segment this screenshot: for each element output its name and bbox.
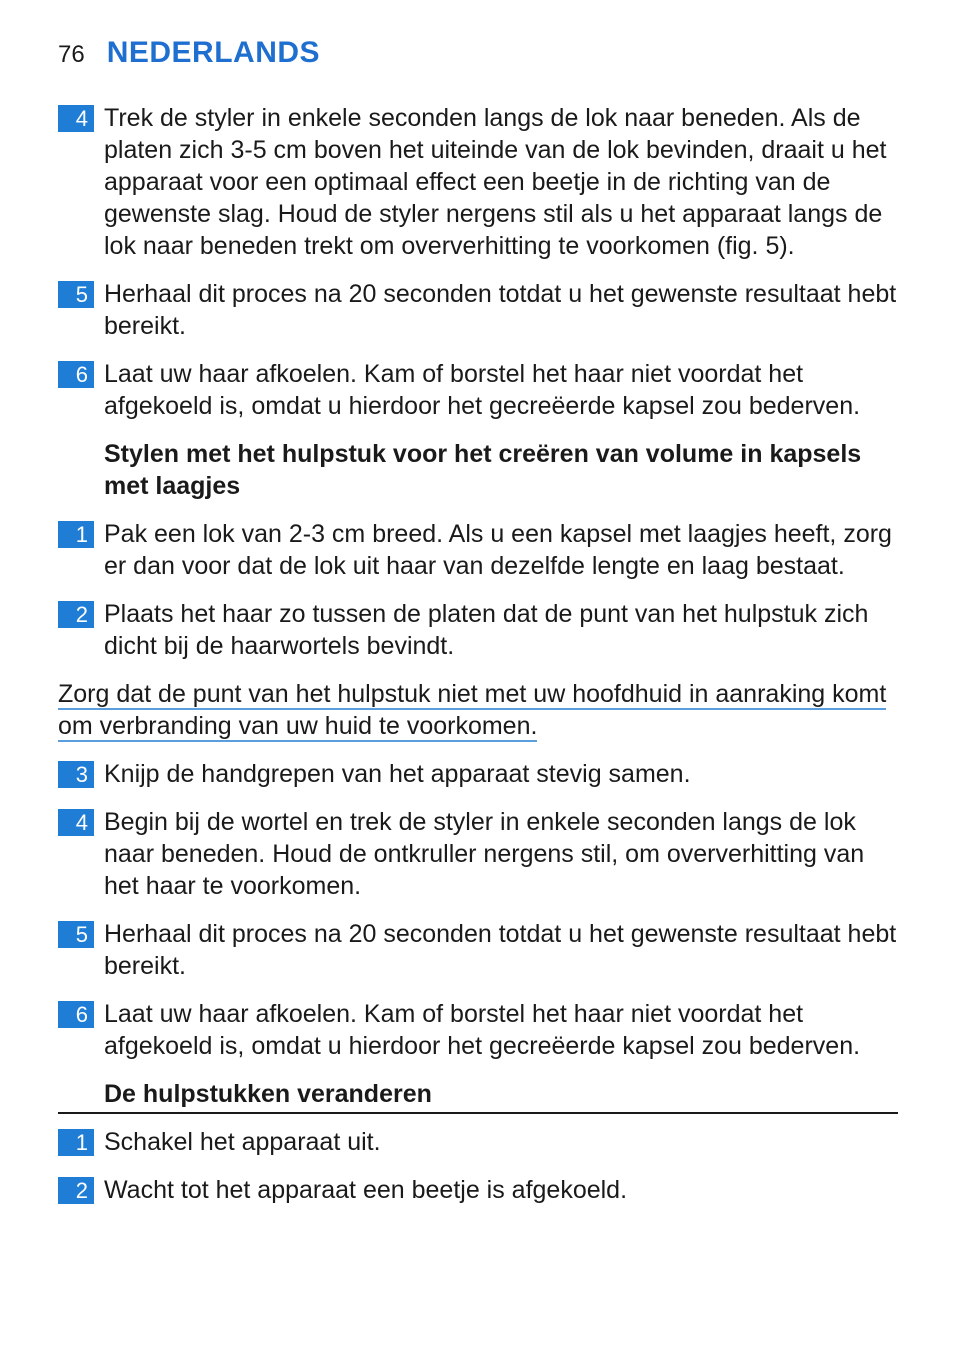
step-item: [58, 518, 898, 582]
step-number-badge: 6: [58, 361, 94, 388]
step-item: [58, 1126, 898, 1158]
step-text: Plaats het haar zo tussen de platen dat de punt van het hulpstuk zich dicht bij de haarwortels bevindt.: [104, 600, 869, 660]
step-number-badge: 3: [58, 761, 94, 788]
step-item: [58, 758, 898, 790]
step-number-badge: 6: [58, 1001, 94, 1028]
steps-volume-styling: [58, 758, 898, 1062]
heading-change-attachments: De hulpstukken veranderen: [58, 1078, 898, 1114]
step-item: [58, 998, 898, 1062]
step-item: [58, 1174, 898, 1206]
step-text: Schakel het apparaat uit.: [104, 1128, 381, 1156]
step-text: Knijp de handgrepen van het apparaat stevig samen.: [104, 760, 691, 788]
step-text: Herhaal dit proces na 20 seconden totdat u het gewenste resultaat hebt bereikt.: [104, 280, 897, 340]
step-item: [58, 278, 898, 342]
step-item: [58, 806, 898, 902]
warning-note: [58, 678, 898, 742]
step-text: Wacht tot het apparaat een beetje is afgekoeld.: [104, 1176, 628, 1204]
step-number-badge: 2: [58, 601, 94, 628]
step-text: Laat uw haar afkoelen. Kam of borstel het haar niet voordat het afgekoeld is, omdat u hierdoor het gecreëerde kapsel zou bederven.: [104, 1000, 861, 1060]
step-number-badge: 1: [58, 521, 94, 548]
step-item: [58, 358, 898, 422]
step-text: Begin bij de wortel en trek de styler in enkele seconden langs de lok naar beneden. Houd de ontkruller nergens stil, om oververhitting van het haar te voorkomen.: [104, 808, 865, 900]
page-number: 76: [58, 41, 85, 68]
heading-volume-styling: Stylen met het hulpstuk voor het creëren van volume in kapsels met laagjes: [104, 440, 862, 500]
step-item: [58, 598, 898, 662]
steps-change-attachments: [58, 1126, 898, 1206]
steps-volume-prepare: [58, 518, 898, 662]
section-title: NEDERLANDS: [106, 36, 321, 69]
step-number-badge: 4: [58, 105, 94, 132]
step-text: Herhaal dit proces na 20 seconden totdat u het gewenste resultaat hebt bereikt.: [104, 920, 897, 980]
warning-note-text: Zorg dat de punt van het hulpstuk niet met uw hoofdhuid in aanraking komt om verbranding van uw huid te voorkomen.: [58, 680, 887, 740]
page-header: [58, 36, 320, 70]
steps-straightening: [58, 102, 898, 422]
page-content: [58, 102, 898, 1222]
step-item: [58, 918, 898, 982]
step-text: Laat uw haar afkoelen. Kam of borstel het haar niet voordat het afgekoeld is, omdat u hierdoor het gecreëerde kapsel zou bederven.: [104, 360, 861, 420]
step-number-badge: 5: [58, 921, 94, 948]
step-text: Pak een lok van 2-3 cm breed. Als u een kapsel met laagjes heeft, zorg er dan voor dat de lok uit haar van dezelfde lengte en laag bestaat.: [104, 520, 892, 580]
step-number-badge: 2: [58, 1177, 94, 1204]
step-number-badge: 4: [58, 809, 94, 836]
step-number-badge: 5: [58, 281, 94, 308]
step-text: Trek de styler in enkele seconden langs de lok naar beneden. Als de platen zich 3-5 cm boven het uiteinde van de lok bevinden, draait u het apparaat voor een optimaal effect een beetje in de richting van de gewenste slag. Houd de styler nergens stil als u het apparaat langs de lok naar beneden trekt om oververhitting te voorkomen (fig. 5).: [104, 104, 887, 260]
step-item: [58, 102, 898, 262]
step-number-badge: 1: [58, 1129, 94, 1156]
